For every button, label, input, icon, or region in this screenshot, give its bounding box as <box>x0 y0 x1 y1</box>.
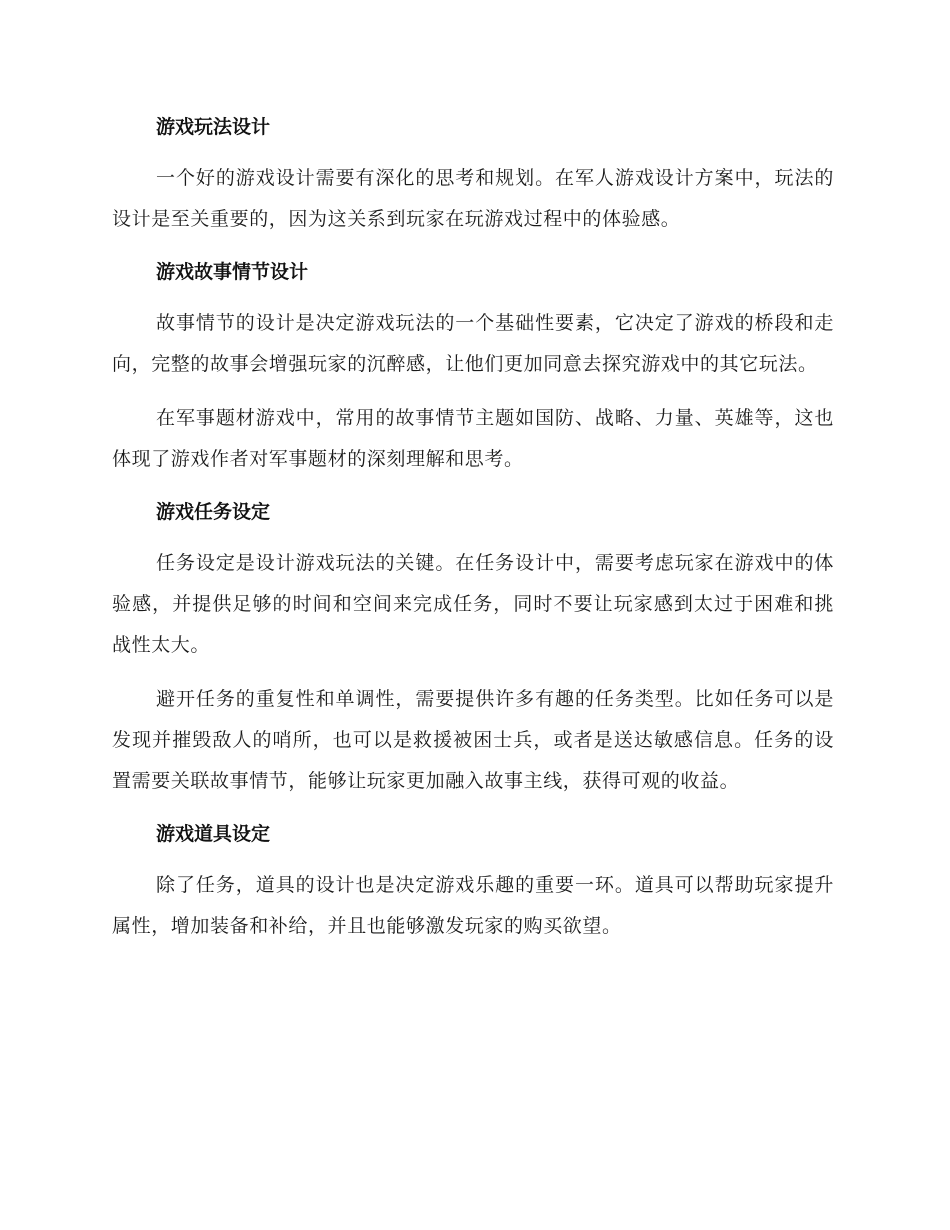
section-heading-items: 游戏道具设定 <box>156 823 271 845</box>
paragraph: 除了任务，道具的设计也是决定游戏乐趣的重要一环。道具可以帮助玩家提升属性，增加装备和补给，并且也能够激发玩家的购买欲望。 <box>112 874 834 937</box>
paragraph: 一个好的游戏设计需要有深化的思考和规划。在军人游戏设计方案中，玩法的设计是至关重要的，因为这关系到玩家在玩游戏过程中的体验感。 <box>112 167 834 230</box>
paragraph: 在军事题材游戏中，常用的故事情节主题如国防、战略、力量、英雄等，这也体现了游戏作者对军事题材的深刻理解和思考。 <box>112 407 834 470</box>
document-page <box>112 108 834 947</box>
section-heading-missions: 游戏任务设定 <box>156 501 271 523</box>
paragraph: 任务设定是设计游戏玩法的关键。在任务设计中，需要考虑玩家在游戏中的体验感，并提供足够的时间和空间来完成任务，同时不要让玩家感到太过于困难和挑战性太大。 <box>112 552 834 656</box>
section-heading-story: 游戏故事情节设计 <box>156 261 309 283</box>
paragraph: 故事情节的设计是决定游戏玩法的一个基础性要素，它决定了游戏的桥段和走向，完整的故事会增强玩家的沉醉感，让他们更加同意去探究游戏中的其它玩法。 <box>112 312 834 375</box>
section-heading-gameplay: 游戏玩法设计 <box>156 116 271 138</box>
paragraph: 避开任务的重复性和单调性，需要提供许多有趣的任务类型。比如任务可以是发现并摧毁敌人的哨所，也可以是救援被困士兵，或者是送达敏感信息。任务的设置需要关联故事情节，能够让玩家更加融入故事主线，获得可观的收益。 <box>112 688 834 792</box>
